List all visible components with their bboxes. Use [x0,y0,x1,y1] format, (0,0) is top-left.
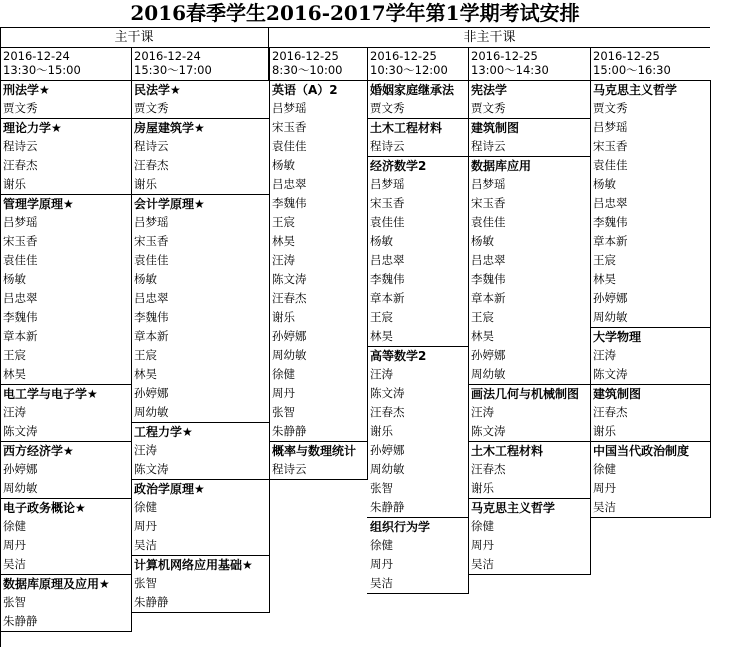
column-bottom-rule [468,574,591,575]
column-divider [131,47,132,80]
student-name: 吕梦瑶 [471,177,506,191]
student-name: 程诗云 [3,139,38,153]
student-name: 袁佳佳 [134,253,169,267]
student-name: 杨敏 [3,272,26,286]
student-name: 吕梦瑶 [3,215,38,229]
student-name: 林昊 [593,272,616,286]
student-name: 陈文涛 [471,424,506,438]
column-divider [468,47,469,80]
student-name: 章本新 [3,329,38,343]
column-date: 2016-12-24 [134,49,201,63]
student-name: 周丹 [370,557,393,571]
student-name: 杨敏 [471,234,494,248]
course-name: 马克思主义哲学 [590,80,710,99]
course-name: 政治学原理★ [131,479,269,498]
student-name: 汪涛 [593,348,616,362]
course-name: 电子政务概论★ [0,498,131,517]
student-name: 吕忠翠 [272,177,307,191]
student-name: 吕梦瑶 [370,177,405,191]
student-name: 周丹 [272,386,295,400]
course-name: 会计学原理★ [131,194,269,213]
student-name: 袁佳佳 [370,215,405,229]
student-name: 周幼敏 [3,481,38,495]
student-name: 李魏伟 [370,272,405,286]
student-name: 孙婷娜 [471,348,506,362]
student-name: 程诗云 [471,139,506,153]
student-name: 吕忠翠 [3,291,38,305]
student-name: 李魏伟 [272,196,307,210]
course-name: 组织行为学 [367,517,468,536]
student-name: 王宸 [471,310,494,324]
student-name: 吕梦瑶 [593,120,628,134]
student-name: 周幼敏 [593,310,628,324]
course-name: 概率与数理统计 [269,441,367,460]
course-name: 数据库应用 [468,156,590,175]
student-name: 程诗云 [370,139,405,153]
column-date: 2016-12-24 [3,49,70,63]
student-name: 杨敏 [134,272,157,286]
student-name: 袁佳佳 [471,215,506,229]
student-name: 宋玉香 [593,139,628,153]
student-name: 谢乐 [272,310,295,324]
column-date: 2016-12-25 [593,49,660,63]
student-name: 吕忠翠 [134,291,169,305]
column-time: 8:30～10:00 [272,63,343,77]
student-name: 宋玉香 [471,196,506,210]
student-name: 汪春杰 [272,291,307,305]
column-bottom-rule [590,517,711,518]
course-name: 画法几何与机械制图 [468,384,590,403]
student-name: 谢乐 [370,424,393,438]
student-name: 陈文涛 [134,462,169,476]
student-name: 谢乐 [3,177,26,191]
group-label-main: 主干课 [114,30,154,45]
student-name: 林昊 [370,329,393,343]
student-name: 林昊 [272,234,295,248]
column-bottom-rule [269,479,368,480]
column-time: 15:30～17:00 [134,63,212,77]
course-name: 理论力学★ [0,118,131,137]
course-name: 民法学★ [131,80,269,99]
student-name: 张智 [3,595,26,609]
student-name: 汪涛 [272,253,295,267]
student-name: 林昊 [134,367,157,381]
student-name: 周丹 [3,538,26,552]
student-name: 周幼敏 [370,462,405,476]
student-name: 吴洁 [3,557,26,571]
column-time: 10:30～12:00 [370,63,448,77]
student-name: 吴洁 [134,538,157,552]
student-name: 陈文涛 [370,386,405,400]
student-name: 吕忠翠 [370,253,405,267]
student-name: 周丹 [471,538,494,552]
student-name: 谢乐 [471,481,494,495]
student-name: 程诗云 [134,139,169,153]
student-name: 王宸 [593,253,616,267]
course-name: 宪法学 [468,80,590,99]
page-title: 2016春季学生2016-2017学年第1学期考试安排 [130,1,580,25]
course-name: 中国当代政治制度 [590,441,710,460]
group-label-nonmain: 非主干课 [463,30,516,45]
student-name: 周幼敏 [134,405,169,419]
student-name: 宋玉香 [370,196,405,210]
course-name: 土木工程材料 [367,118,468,137]
student-name: 李魏伟 [3,310,38,324]
course-name: 工程力学★ [131,422,269,441]
student-name: 陈文涛 [3,424,38,438]
column-divider [367,47,368,80]
student-name: 宋玉香 [272,120,307,134]
column-bottom-rule [367,593,469,594]
student-name: 杨敏 [593,177,616,191]
student-name: 杨敏 [272,158,295,172]
student-name: 王宸 [370,310,393,324]
student-name: 汪春杰 [134,158,169,172]
student-name: 吴洁 [471,557,494,571]
column-date: 2016-12-25 [272,49,339,63]
rule-group-bottom [0,47,710,48]
student-name: 汪春杰 [471,462,506,476]
student-name: 谢乐 [134,177,157,191]
student-name: 贾文秀 [370,101,405,115]
student-name: 周丹 [593,481,616,495]
student-name: 吕忠翠 [593,196,628,210]
student-name: 陈文涛 [272,272,307,286]
student-name: 徐健 [272,367,295,381]
course-name: 建筑制图 [590,384,710,403]
student-name: 汪涛 [471,405,494,419]
student-name: 孙婷娜 [593,291,628,305]
student-name: 谢乐 [593,424,616,438]
student-name: 章本新 [134,329,169,343]
student-name: 李魏伟 [593,215,628,229]
student-name: 贾文秀 [471,101,506,115]
student-name: 朱静静 [134,595,169,609]
student-name: 林昊 [471,329,494,343]
student-name: 徐健 [3,519,26,533]
student-name: 宋玉香 [134,234,169,248]
student-name: 张智 [134,576,157,590]
column-divider [590,47,591,80]
student-name: 章本新 [471,291,506,305]
student-name: 汪春杰 [370,405,405,419]
student-name: 徐健 [134,500,157,514]
student-name: 王宸 [134,348,157,362]
student-name: 贾文秀 [3,101,38,115]
course-name: 土木工程材料 [468,441,590,460]
student-name: 徐健 [593,462,616,476]
student-name: 汪涛 [134,443,157,457]
student-name: 王宸 [3,348,26,362]
student-name: 汪涛 [3,405,26,419]
course-name: 西方经济学★ [0,441,131,460]
student-name: 孙婷娜 [3,462,38,476]
column-date: 2016-12-25 [471,49,538,63]
student-name: 吕梦瑶 [272,101,307,115]
student-name: 章本新 [370,291,405,305]
student-name: 林昊 [3,367,26,381]
student-name: 陈文涛 [593,367,628,381]
column-date: 2016-12-25 [370,49,437,63]
student-name: 朱静静 [370,500,405,514]
column-bottom-rule [0,631,132,632]
student-name: 徐健 [471,519,494,533]
column-divider [269,47,270,80]
course-name: 管理学原理★ [0,194,131,213]
course-name: 刑法学★ [0,80,131,99]
course-name: 大学物理 [590,327,710,346]
course-name: 婚姻家庭继承法 [367,80,468,99]
student-name: 孙婷娜 [134,386,169,400]
course-name: 数据库原理及应用★ [0,574,131,593]
student-name: 李魏伟 [134,310,169,324]
student-name: 周幼敏 [272,348,307,362]
column-bottom-rule [131,612,270,613]
student-name: 贾文秀 [593,101,628,115]
course-name: 高等数学2 [367,346,468,365]
student-name: 杨敏 [370,234,393,248]
student-name: 吕梦瑶 [134,215,169,229]
student-name: 袁佳佳 [3,253,38,267]
student-name: 宋玉香 [3,234,38,248]
course-name: 电工学与电子学★ [0,384,131,403]
student-name: 孙婷娜 [272,329,307,343]
student-name: 朱静静 [3,614,38,628]
student-name: 袁佳佳 [272,139,307,153]
column-time: 13:00～14:30 [471,63,549,77]
column-time: 15:00～16:30 [593,63,671,77]
student-name: 汪春杰 [3,158,38,172]
student-name: 周幼敏 [471,367,506,381]
student-name: 汪春杰 [593,405,628,419]
student-name: 张智 [272,405,295,419]
course-name: 房屋建筑学★ [131,118,269,137]
student-name: 程诗云 [272,462,307,476]
student-name: 徐健 [370,538,393,552]
course-name: 英语（A）2 [269,80,367,99]
course-name: 建筑制图 [468,118,590,137]
student-name: 汪涛 [370,367,393,381]
empty-sheet-area [710,0,747,647]
student-name: 朱静静 [272,424,307,438]
student-name: 吕忠翠 [471,253,506,267]
course-name: 经济数学2 [367,156,468,175]
student-name: 孙婷娜 [370,443,405,457]
student-name: 周丹 [134,519,157,533]
student-name: 袁佳佳 [593,158,628,172]
column-time: 13:30～15:00 [3,63,81,77]
student-name: 吴洁 [370,576,393,590]
student-name: 章本新 [593,234,628,248]
student-name: 吴洁 [593,500,616,514]
course-name: 计算机网络应用基础★ [131,555,269,574]
student-name: 张智 [370,481,393,495]
course-name: 马克思主义哲学 [468,498,590,517]
student-name: 王宸 [272,215,295,229]
student-name: 贾文秀 [134,101,169,115]
column-right-rule [710,80,711,517]
student-name: 李魏伟 [471,272,506,286]
